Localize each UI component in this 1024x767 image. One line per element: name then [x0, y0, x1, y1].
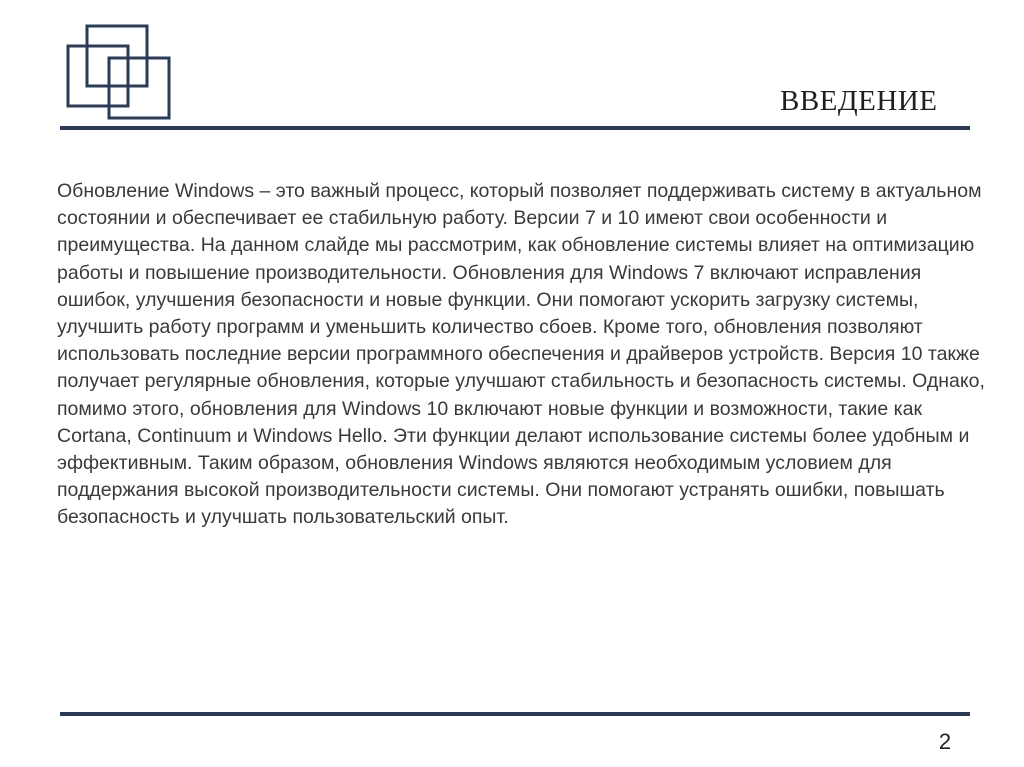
- page-number: 2: [938, 729, 952, 754]
- slide-body-text: Обновление Windows – это важный процесс, который позволяет поддерживать систему в актуальном состоянии и обеспечивает ее стабильную работу. Версии 7 и 10 имеют свои особенности и преимущества. На данном слайде мы рассмотрим, как обновление системы влияет на оптимизацию работы и повышение производительности. Обновления для Windows 7 включают исправления ошибок, улучшения безопасности и новые функции. Они помогают ускорить загрузку системы, улучшить работу программ и уменьшить количество сбоев. Кроме того, обновления позволяют использовать последние версии программного обеспечения и драйверов устройств. Версия 10 также получает регулярные обновления, которые улучшают стабильность и безопасность системы. Однако, помимо этого, обновления для Windows 10 включают новые функции и возможности, такие как Cortana, Continuum и Windows Hello. Эти функции делают использование системы более удобным и эффективным. Таким образом, обновления Windows являются необходимым условием для поддержания высокой производительности системы. Они помогают устранять ошибки, повышать безопасность и улучшать пользовательский опыт.: [57, 180, 985, 529]
- overlapping-squares-icon: [66, 24, 174, 124]
- slide-title: ВВЕДЕНИЕ: [780, 85, 938, 117]
- bottom-divider: [60, 712, 970, 716]
- top-divider: [60, 126, 970, 130]
